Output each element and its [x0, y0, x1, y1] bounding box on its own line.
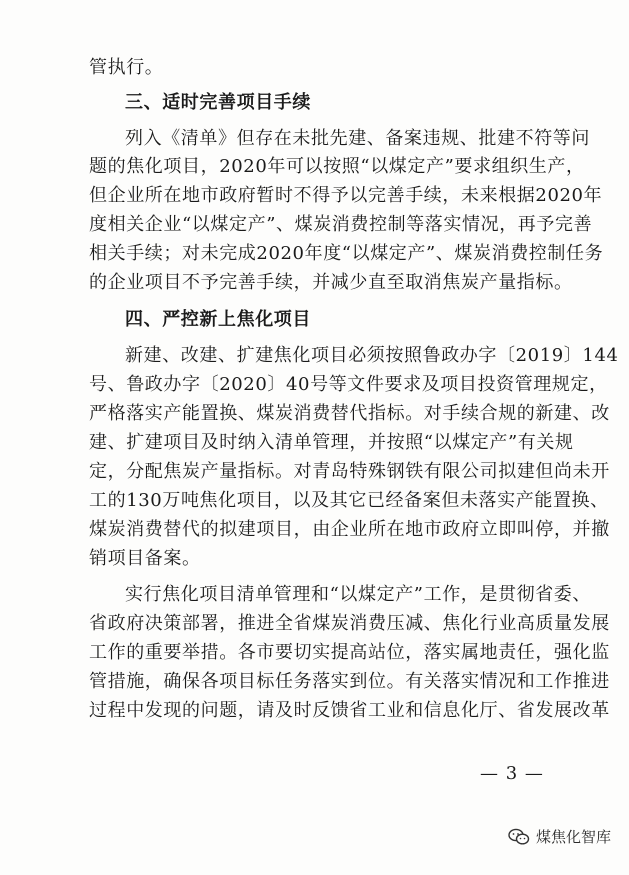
paragraph-line: 度相关企业“以煤定产”、煤炭消费控制等落实情况，再予完善 — [89, 214, 593, 235]
paragraph-line: 严格落实产能置换、煤炭消费替代指标。对手续合规的新建、改 — [89, 403, 610, 424]
paragraph-line: 实行焦化项目清单管理和“以煤定产”工作，是贯彻省委、 — [125, 584, 592, 605]
paragraph-line: 建、扩建项目及时纳入清单管理，并按照“以煤定产”有关规 — [89, 432, 574, 453]
paragraph-line: 列入《清单》但存在未批先建、备案违规、批建不符等问 — [125, 128, 590, 149]
paragraph-line: 号、鲁政办字〔2020〕40号等文件要求及项目投资管理规定， — [89, 374, 608, 395]
paragraph-line: 的企业项目不予完善手续，并减少直至取消焦炭产量指标。 — [89, 272, 573, 293]
paragraph-line: 新建、改建、扩建焦化项目必须按照鲁政办字〔2019〕144 — [125, 345, 619, 366]
paragraph-line: 省政府决策部署，推进全省煤炭消费压减、焦化行业高质量发展 — [89, 613, 610, 634]
paragraph-line: 但企业所在地市政府暂时不得予以完善手续，未来根据2020年 — [89, 185, 603, 206]
paragraph-line: 管执行。 — [89, 57, 164, 78]
paragraph-line: 管措施，确保各项目标任务落实到位。有关落实情况和工作推进 — [89, 671, 610, 692]
paragraph-line: 煤炭消费替代的拟建项目，由企业所在地市政府立即叫停，并撤 — [89, 519, 610, 540]
watermark — [508, 826, 611, 847]
paragraph-line: 工的130万吨焦化项目，以及其它已经备案但未落实产能置换、 — [89, 490, 609, 511]
wechat-icon — [508, 828, 530, 846]
paragraph-line: 销项目备案。 — [89, 548, 201, 569]
paragraph-line: 题的焦化项目，2020年可以按照“以煤定产”要求组织生产， — [89, 156, 585, 177]
section-heading: 三、适时完善项目手续 — [125, 92, 311, 113]
paragraph-line: 工作的重要举措。各市要切实提高站位，落实属地责任，强化监 — [89, 642, 610, 663]
watermark-text: 煤焦化智库 — [535, 828, 611, 846]
section-heading: 四、严控新上焦化项目 — [125, 309, 311, 330]
paragraph-line: 过程中发现的问题，请及时反馈省工业和信息化厅、省发展改革 — [89, 700, 610, 721]
page-number: — 3 — — [480, 763, 544, 784]
paragraph-line: 定，分配焦炭产量指标。对青岛特殊钢铁有限公司拟建但尚未开 — [89, 461, 610, 482]
paragraph-line: 相关手续；对未完成2020年度“以煤定产”、煤炭消费控制任务 — [89, 243, 604, 264]
